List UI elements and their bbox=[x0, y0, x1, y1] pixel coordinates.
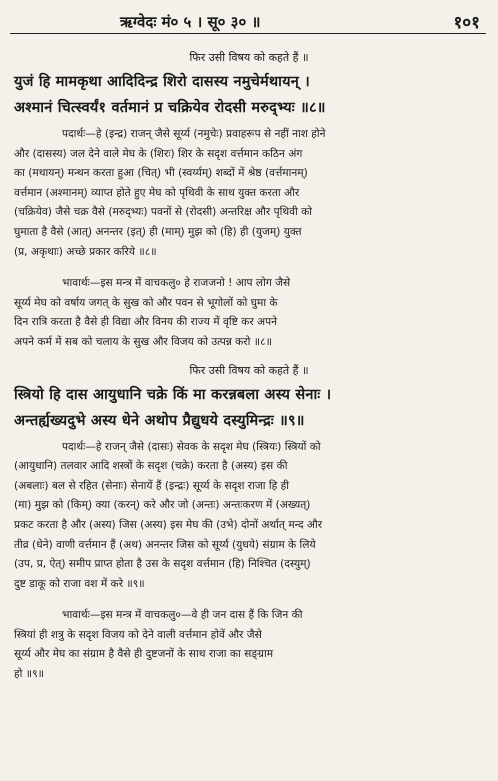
mantra-verse bbox=[14, 69, 484, 121]
page-body bbox=[14, 40, 484, 685]
mantra-line: अश्मानं चित्स्वर्यं१ वर्तमानं प्र चक्रियेव रोदसी मरुद्भ्यः ॥८॥ bbox=[14, 99, 326, 116]
padartha-line: घुमाता है वैसे (आत्) अनन्तर (इत्) ही (माम्) मुझ को (हि) ही (युजम्) युक्त bbox=[14, 225, 302, 238]
mantra-verse bbox=[14, 382, 484, 434]
padartha-line: (अबलाः) बल से रहित (सेनाः) सेनायें हैं (इन्द्रः) सूर्य्य के सदृश राजा हि ही bbox=[14, 479, 289, 492]
running-title: ऋग्वेदः मं० ५ । सू० ३० ॥ bbox=[120, 13, 261, 31]
bhavartha-line: भावार्थः—इस मन्त्र में वाचकलु० हे राजजनो ! आप लोग जैसे bbox=[62, 277, 291, 290]
section-intro: फिर उसी विषय को कहते हैं ॥ bbox=[189, 51, 309, 64]
bhavartha-line: सूर्य्य और मेघ का संग्राम है वैसे ही दुष्टजनों के साथ राजा का सङ्ग्राम bbox=[14, 648, 274, 661]
padartha-line: तीव्र (धेने) वाणी वर्त्तमान हैं (अथ) अनन्तर जिस को सूर्य्य (युधये) संग्राम के लिये bbox=[14, 538, 316, 551]
mantra-line: अन्तर्ह्यख्यदुभे अस्य धेने अथोप प्रैद्युधये दस्युमिन्द्रः ॥९॥ bbox=[14, 411, 305, 429]
page-number: १०१ bbox=[453, 13, 480, 33]
section-intro: फिर उसी विषय को कहते हैं ॥ bbox=[189, 363, 309, 377]
padartha-line: दुष्ट डाकू को राजा वश में करे ॥९॥ bbox=[14, 577, 145, 590]
padartha-line: (उप, प्र, ऐत्) समीप प्राप्त होता है उस के सदृश वर्त्तमान (हि) निश्चित (दस्युम्) bbox=[14, 558, 311, 571]
mantra-line: युजं हि मामकृथा आदिदिन्द्र शिरो दासस्य नमुचेर्मथायन् । bbox=[14, 73, 310, 90]
bhavartha-line: हो ॥९॥ bbox=[14, 668, 44, 681]
header-rule bbox=[10, 33, 486, 34]
bhavartha-line: स्त्रियां ही शत्रु के सदृश विजय को देने वाली वर्त्तमान होवें और जैसे bbox=[14, 628, 262, 641]
padartha-line: प्रकट करता है और (अस्य) जिस (अस्य) इस मेघ की (उभे) दोनों अर्थात् मन्द और bbox=[14, 518, 323, 531]
padartha-paragraph bbox=[14, 438, 484, 595]
padartha-line: (आयुधानि) तलवार आदि शस्त्रों के सदृश (चक्रे) करता है (अस्य) इस की bbox=[14, 460, 288, 473]
padartha-paragraph bbox=[14, 125, 484, 262]
padartha-line: पदार्थः—हे राजन् जैसे (दासः) सेवक के सदृश मेघ (स्त्रियः) स्त्रियों को bbox=[62, 440, 321, 453]
padartha-line: (चक्रियेव) जैसे चक्र वैसे (मरुद्भ्यः) पवनों से (रोदसी) अन्तरिक्ष और पृथिवी को bbox=[14, 206, 312, 219]
padartha-line: (मा) मुझ को (किम्) क्या (करन्) करे और जो (अन्तः) अन्तःकरण में (अख्यत्) bbox=[14, 499, 311, 512]
padartha-line: का (मथायन्) मन्थन करता हुआ (चित्) भी (स्वर्य्यम्) शब्दों में श्रेष्ठ (वर्त्तमानम्) bbox=[14, 167, 308, 180]
mantra-line: स्त्रियो हि दास आयुधानि चक्रे किं मा करन्नबला अस्य सेनाः । bbox=[14, 385, 332, 403]
padartha-line: और (दासस्य) जल देने वाले मेघ के (शिरः) शिर के सदृश वर्त्तमान कठिन अंग bbox=[14, 147, 303, 160]
padartha-line: (प्र, अकृथाः) अच्छे प्रकार करिये ॥८॥ bbox=[14, 245, 157, 258]
bhavartha-paragraph bbox=[14, 274, 484, 352]
bhavartha-paragraph bbox=[14, 606, 484, 684]
padartha-line: वर्त्तमान (अश्मानम्) व्याप्त होते हुए मेघ को पृथिवी के साथ युक्त करता और bbox=[14, 186, 300, 199]
bhavartha-line: दिन रात्रि करता है वैसे ही विद्या और विनय की राज्य में वृष्टि कर अपने bbox=[14, 316, 278, 329]
bhavartha-line: भावार्थः—इस मन्त्र में वाचकलु०—वे ही जन दास हैं कि जिन की bbox=[62, 609, 303, 622]
padartha-line: पदार्थः—हे (इन्द्र) राजन् जैसे सूर्य्य (नमुचेः) प्रवाहरूप से नहीं नाश होने bbox=[62, 128, 326, 140]
bhavartha-line: अपने कर्म में सब को चलाय के सुख और विजय को उत्पन्न करो ॥८॥ bbox=[14, 335, 272, 348]
bhavartha-line: सूर्य्य मेघ को वर्षाय जगत् के सुख को और पवन से भूगोलों को घुमा के bbox=[14, 296, 278, 309]
